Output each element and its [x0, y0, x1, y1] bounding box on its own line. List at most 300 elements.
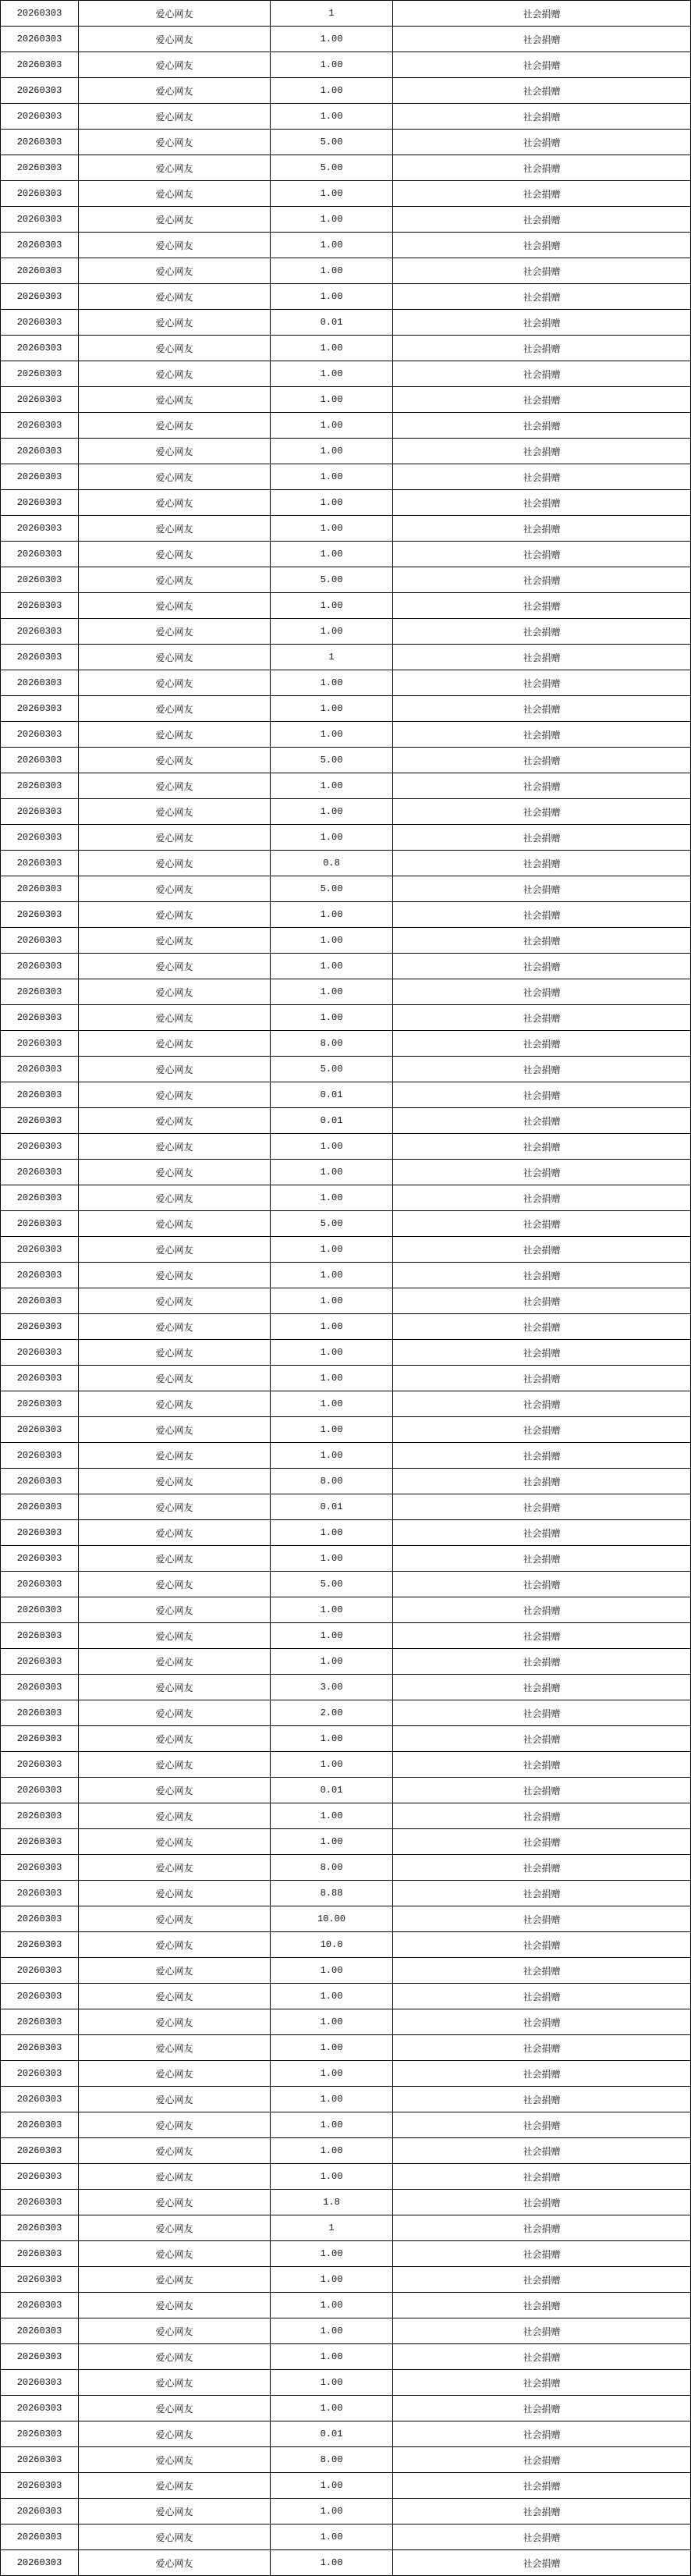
donor-cell: 爱心网友 — [79, 78, 271, 104]
table-row — [1, 799, 691, 825]
amount-cell: 0.01 — [271, 1108, 393, 1134]
donation-type-cell: 社会捐赠 — [393, 387, 691, 413]
donor-cell: 爱心网友 — [79, 954, 271, 979]
date-cell: 20260303 — [1, 2344, 79, 2370]
table-row — [1, 104, 691, 130]
donor-cell: 爱心网友 — [79, 696, 271, 722]
date-cell: 20260303 — [1, 1443, 79, 1469]
amount-cell: 1.00 — [271, 928, 393, 954]
table-row — [1, 1803, 691, 1829]
table-row — [1, 619, 691, 645]
table-row — [1, 2344, 691, 2370]
amount-cell: 5.00 — [271, 1572, 393, 1597]
table-row — [1, 1366, 691, 1391]
date-cell: 20260303 — [1, 1211, 79, 1237]
table-row — [1, 722, 691, 748]
date-cell: 20260303 — [1, 2164, 79, 2190]
donor-cell: 爱心网友 — [79, 1443, 271, 1469]
amount-cell: 1.00 — [271, 954, 393, 979]
donor-cell: 爱心网友 — [79, 2524, 271, 2550]
date-cell: 20260303 — [1, 1391, 79, 1417]
table-row — [1, 130, 691, 155]
table-row — [1, 2061, 691, 2087]
donor-cell: 爱心网友 — [79, 336, 271, 361]
donation-type-cell: 社会捐赠 — [393, 207, 691, 233]
donor-cell: 爱心网友 — [79, 1984, 271, 2009]
donor-cell: 爱心网友 — [79, 2035, 271, 2061]
donation-type-cell: 社会捐赠 — [393, 2009, 691, 2035]
date-cell: 20260303 — [1, 439, 79, 464]
date-cell: 20260303 — [1, 516, 79, 542]
date-cell: 20260303 — [1, 2318, 79, 2344]
donor-cell: 爱心网友 — [79, 1803, 271, 1829]
table-row — [1, 2112, 691, 2138]
table-row — [1, 593, 691, 619]
donor-cell: 爱心网友 — [79, 979, 271, 1005]
date-cell: 20260303 — [1, 2473, 79, 2499]
donation-type-cell: 社会捐赠 — [393, 2087, 691, 2112]
amount-cell: 1.00 — [271, 2009, 393, 2035]
donor-cell: 爱心网友 — [79, 207, 271, 233]
table-row — [1, 1314, 691, 1340]
donation-type-cell: 社会捐赠 — [393, 1984, 691, 2009]
table-row — [1, 52, 691, 78]
date-cell: 20260303 — [1, 52, 79, 78]
date-cell: 20260303 — [1, 928, 79, 954]
amount-cell: 0.01 — [271, 1082, 393, 1108]
amount-cell: 1.00 — [271, 1366, 393, 1391]
donor-cell: 爱心网友 — [79, 670, 271, 696]
donor-cell: 爱心网友 — [79, 310, 271, 336]
table-row — [1, 2293, 691, 2318]
date-cell: 20260303 — [1, 1520, 79, 1546]
amount-cell: 1.00 — [271, 2473, 393, 2499]
donation-type-cell: 社会捐赠 — [393, 619, 691, 645]
donation-type-cell: 社会捐赠 — [393, 1623, 691, 1649]
amount-cell: 1.00 — [271, 1520, 393, 1546]
donation-type-cell: 社会捐赠 — [393, 1726, 691, 1752]
donation-type-cell: 社会捐赠 — [393, 1546, 691, 1572]
date-cell: 20260303 — [1, 1649, 79, 1675]
donation-type-cell: 社会捐赠 — [393, 1031, 691, 1057]
table-row — [1, 258, 691, 284]
donation-type-cell: 社会捐赠 — [393, 2267, 691, 2293]
date-cell: 20260303 — [1, 181, 79, 207]
donor-cell: 爱心网友 — [79, 1855, 271, 1881]
table-row — [1, 2009, 691, 2035]
amount-cell: 1.00 — [271, 464, 393, 490]
date-cell: 20260303 — [1, 207, 79, 233]
date-cell: 20260303 — [1, 1752, 79, 1778]
amount-cell: 8.00 — [271, 2447, 393, 2473]
amount-cell: 1.00 — [271, 2524, 393, 2550]
amount-cell: 1.00 — [271, 670, 393, 696]
donor-cell: 爱心网友 — [79, 2447, 271, 2473]
amount-cell: 1.00 — [271, 361, 393, 387]
amount-cell: 1.00 — [271, 1263, 393, 1288]
table-row — [1, 876, 691, 902]
donation-type-cell: 社会捐赠 — [393, 413, 691, 439]
donation-type-cell: 社会捐赠 — [393, 2524, 691, 2550]
donor-cell: 爱心网友 — [79, 2061, 271, 2087]
date-cell: 20260303 — [1, 1314, 79, 1340]
table-row — [1, 284, 691, 310]
donation-type-cell: 社会捐赠 — [393, 1597, 691, 1623]
table-row — [1, 78, 691, 104]
amount-cell: 5.00 — [271, 1057, 393, 1082]
table-row — [1, 361, 691, 387]
donor-cell: 爱心网友 — [79, 490, 271, 516]
amount-cell: 10.0 — [271, 1932, 393, 1958]
donor-cell: 爱心网友 — [79, 645, 271, 670]
date-cell: 20260303 — [1, 2061, 79, 2087]
amount-cell: 1.00 — [271, 799, 393, 825]
donation-type-cell: 社会捐赠 — [393, 2421, 691, 2447]
table-row — [1, 2473, 691, 2499]
amount-cell: 1.00 — [271, 2396, 393, 2421]
donor-cell: 爱心网友 — [79, 2112, 271, 2138]
donor-cell: 爱心网友 — [79, 928, 271, 954]
donor-cell: 爱心网友 — [79, 1778, 271, 1803]
donor-cell: 爱心网友 — [79, 1417, 271, 1443]
donor-cell: 爱心网友 — [79, 1082, 271, 1108]
donor-cell: 爱心网友 — [79, 1211, 271, 1237]
amount-cell: 1.00 — [271, 284, 393, 310]
donor-cell: 爱心网友 — [79, 2009, 271, 2035]
donation-type-cell: 社会捐赠 — [393, 1829, 691, 1855]
donor-cell: 爱心网友 — [79, 439, 271, 464]
table-row — [1, 2035, 691, 2061]
table-row — [1, 413, 691, 439]
donation-type-cell: 社会捐赠 — [393, 2344, 691, 2370]
donor-cell: 爱心网友 — [79, 2421, 271, 2447]
donor-cell: 爱心网友 — [79, 619, 271, 645]
date-cell: 20260303 — [1, 825, 79, 851]
amount-cell: 1.00 — [271, 2112, 393, 2138]
donation-type-cell: 社会捐赠 — [393, 2473, 691, 2499]
donation-type-cell: 社会捐赠 — [393, 1391, 691, 1417]
date-cell: 20260303 — [1, 464, 79, 490]
donation-type-cell: 社会捐赠 — [393, 748, 691, 773]
donation-type-cell: 社会捐赠 — [393, 336, 691, 361]
table-row — [1, 954, 691, 979]
donation-type-cell: 社会捐赠 — [393, 593, 691, 619]
donation-type-cell: 社会捐赠 — [393, 1237, 691, 1263]
amount-cell: 1.00 — [271, 1649, 393, 1675]
donor-cell: 爱心网友 — [79, 130, 271, 155]
date-cell: 20260303 — [1, 567, 79, 593]
table-row — [1, 1031, 691, 1057]
date-cell: 20260303 — [1, 902, 79, 928]
amount-cell: 1.00 — [271, 1185, 393, 1211]
donor-cell: 爱心网友 — [79, 104, 271, 130]
table-row — [1, 1726, 691, 1752]
amount-cell: 1.00 — [271, 2087, 393, 2112]
donor-cell: 爱心网友 — [79, 1057, 271, 1082]
table-row — [1, 1984, 691, 2009]
amount-cell: 1.00 — [271, 387, 393, 413]
date-cell: 20260303 — [1, 1803, 79, 1829]
donation-type-cell: 社会捐赠 — [393, 1572, 691, 1597]
donation-type-cell: 社会捐赠 — [393, 2293, 691, 2318]
date-cell: 20260303 — [1, 284, 79, 310]
table-row — [1, 439, 691, 464]
table-row — [1, 1494, 691, 1520]
donation-type-cell: 社会捐赠 — [393, 1314, 691, 1340]
amount-cell: 1.00 — [271, 593, 393, 619]
amount-cell: 1.00 — [271, 1958, 393, 1984]
donation-type-cell: 社会捐赠 — [393, 1675, 691, 1700]
date-cell: 20260303 — [1, 1417, 79, 1443]
amount-cell: 1.00 — [271, 490, 393, 516]
table-row — [1, 1597, 691, 1623]
donation-type-cell: 社会捐赠 — [393, 2396, 691, 2421]
table-row — [1, 2267, 691, 2293]
table-row — [1, 233, 691, 258]
donation-type-cell: 社会捐赠 — [393, 876, 691, 902]
donation-type-cell: 社会捐赠 — [393, 1005, 691, 1031]
amount-cell: 8.00 — [271, 1031, 393, 1057]
table-row — [1, 1108, 691, 1134]
donation-type-cell: 社会捐赠 — [393, 439, 691, 464]
donor-cell: 爱心网友 — [79, 567, 271, 593]
amount-cell: 1.00 — [271, 773, 393, 799]
donor-cell: 爱心网友 — [79, 2215, 271, 2241]
donor-cell: 爱心网友 — [79, 1391, 271, 1417]
table-row — [1, 1160, 691, 1185]
donation-type-cell: 社会捐赠 — [393, 1855, 691, 1881]
table-row — [1, 387, 691, 413]
donor-cell: 爱心网友 — [79, 1932, 271, 1958]
donor-cell: 爱心网友 — [79, 1958, 271, 1984]
donation-type-cell: 社会捐赠 — [393, 1366, 691, 1391]
date-cell: 20260303 — [1, 2215, 79, 2241]
amount-cell: 1.00 — [271, 1134, 393, 1160]
donor-cell: 爱心网友 — [79, 1829, 271, 1855]
donor-cell: 爱心网友 — [79, 2164, 271, 2190]
table-row — [1, 336, 691, 361]
donor-cell: 爱心网友 — [79, 2473, 271, 2499]
date-cell: 20260303 — [1, 1597, 79, 1623]
table-row — [1, 2370, 691, 2396]
amount-cell: 1.00 — [271, 1417, 393, 1443]
donor-cell: 爱心网友 — [79, 1597, 271, 1623]
date-cell: 20260303 — [1, 1237, 79, 1263]
donor-cell: 爱心网友 — [79, 1520, 271, 1546]
amount-cell: 1.00 — [271, 722, 393, 748]
date-cell: 20260303 — [1, 2112, 79, 2138]
amount-cell: 0.01 — [271, 1778, 393, 1803]
date-cell: 20260303 — [1, 1263, 79, 1288]
donation-type-cell: 社会捐赠 — [393, 773, 691, 799]
table-row — [1, 2447, 691, 2473]
table-row — [1, 1263, 691, 1288]
amount-cell: 1.00 — [271, 258, 393, 284]
date-cell: 20260303 — [1, 748, 79, 773]
donation-type-cell: 社会捐赠 — [393, 1288, 691, 1314]
amount-cell: 1.00 — [271, 1726, 393, 1752]
table-row — [1, 1237, 691, 1263]
date-cell: 20260303 — [1, 1855, 79, 1881]
date-cell: 20260303 — [1, 1906, 79, 1932]
donation-type-cell: 社会捐赠 — [393, 928, 691, 954]
amount-cell: 1.00 — [271, 1005, 393, 1031]
donation-type-cell: 社会捐赠 — [393, 2370, 691, 2396]
table-row — [1, 1623, 691, 1649]
donor-cell: 爱心网友 — [79, 2396, 271, 2421]
date-cell: 20260303 — [1, 130, 79, 155]
date-cell: 20260303 — [1, 2499, 79, 2524]
amount-cell: 1.00 — [271, 1288, 393, 1314]
donation-type-cell: 社会捐赠 — [393, 1057, 691, 1082]
date-cell: 20260303 — [1, 851, 79, 876]
donation-type-cell: 社会捐赠 — [393, 1, 691, 27]
donor-cell: 爱心网友 — [79, 284, 271, 310]
date-cell: 20260303 — [1, 1572, 79, 1597]
donation-type-cell: 社会捐赠 — [393, 2241, 691, 2267]
date-cell: 20260303 — [1, 233, 79, 258]
date-cell: 20260303 — [1, 27, 79, 52]
table-row — [1, 2524, 691, 2550]
donation-type-cell: 社会捐赠 — [393, 542, 691, 567]
donor-cell: 爱心网友 — [79, 1752, 271, 1778]
table-row — [1, 1185, 691, 1211]
table-row — [1, 464, 691, 490]
table-row — [1, 516, 691, 542]
donor-cell: 爱心网友 — [79, 27, 271, 52]
donation-type-cell: 社会捐赠 — [393, 1211, 691, 1237]
donor-cell: 爱心网友 — [79, 2370, 271, 2396]
donation-type-cell: 社会捐赠 — [393, 902, 691, 928]
donation-type-cell: 社会捐赠 — [393, 1108, 691, 1134]
donor-cell: 爱心网友 — [79, 1469, 271, 1494]
amount-cell: 1 — [271, 2215, 393, 2241]
amount-cell: 1.00 — [271, 2499, 393, 2524]
table-row — [1, 1134, 691, 1160]
table-row — [1, 2164, 691, 2190]
table-row — [1, 1417, 691, 1443]
amount-cell: 0.8 — [271, 851, 393, 876]
date-cell: 20260303 — [1, 2241, 79, 2267]
date-cell: 20260303 — [1, 1778, 79, 1803]
donation-type-cell: 社会捐赠 — [393, 954, 691, 979]
table-row — [1, 490, 691, 516]
donation-type-cell: 社会捐赠 — [393, 1700, 691, 1726]
donation-type-cell: 社会捐赠 — [393, 567, 691, 593]
table-row — [1, 1340, 691, 1366]
donation-type-cell: 社会捐赠 — [393, 2112, 691, 2138]
date-cell: 20260303 — [1, 722, 79, 748]
date-cell: 20260303 — [1, 1005, 79, 1031]
amount-cell: 1.00 — [271, 1443, 393, 1469]
date-cell: 20260303 — [1, 258, 79, 284]
table-row — [1, 670, 691, 696]
table-row — [1, 696, 691, 722]
date-cell: 20260303 — [1, 78, 79, 104]
donor-cell: 爱心网友 — [79, 181, 271, 207]
donor-cell: 爱心网友 — [79, 748, 271, 773]
amount-cell: 1.8 — [271, 2190, 393, 2215]
donation-type-cell: 社会捐赠 — [393, 1134, 691, 1160]
table-row — [1, 2499, 691, 2524]
donor-cell: 爱心网友 — [79, 2318, 271, 2344]
date-cell: 20260303 — [1, 1958, 79, 1984]
donation-type-cell: 社会捐赠 — [393, 1803, 691, 1829]
donation-type-cell: 社会捐赠 — [393, 2138, 691, 2164]
donation-type-cell: 社会捐赠 — [393, 1881, 691, 1906]
donation-type-cell: 社会捐赠 — [393, 645, 691, 670]
donor-cell: 爱心网友 — [79, 1881, 271, 1906]
table-row — [1, 1, 691, 27]
donation-type-cell: 社会捐赠 — [393, 1443, 691, 1469]
table-row — [1, 1958, 691, 1984]
date-cell: 20260303 — [1, 1675, 79, 1700]
date-cell: 20260303 — [1, 413, 79, 439]
amount-cell: 1.00 — [271, 1160, 393, 1185]
table-row — [1, 1443, 691, 1469]
date-cell: 20260303 — [1, 1932, 79, 1958]
amount-cell: 1.00 — [271, 1623, 393, 1649]
donation-type-cell: 社会捐赠 — [393, 2190, 691, 2215]
donation-type-cell: 社会捐赠 — [393, 2164, 691, 2190]
table-row — [1, 979, 691, 1005]
donor-cell: 爱心网友 — [79, 2190, 271, 2215]
donation-type-cell: 社会捐赠 — [393, 2318, 691, 2344]
donor-cell: 爱心网友 — [79, 2241, 271, 2267]
date-cell: 20260303 — [1, 979, 79, 1005]
date-cell: 20260303 — [1, 2396, 79, 2421]
amount-cell: 1.00 — [271, 2035, 393, 2061]
date-cell: 20260303 — [1, 1340, 79, 1366]
date-cell: 20260303 — [1, 1494, 79, 1520]
date-cell: 20260303 — [1, 2138, 79, 2164]
donor-cell: 爱心网友 — [79, 2267, 271, 2293]
table-row — [1, 902, 691, 928]
amount-cell: 1.00 — [271, 1314, 393, 1340]
table-row — [1, 1752, 691, 1778]
donation-type-cell: 社会捐赠 — [393, 78, 691, 104]
donation-type-cell: 社会捐赠 — [393, 1160, 691, 1185]
donation-type-cell: 社会捐赠 — [393, 1185, 691, 1211]
donor-cell: 爱心网友 — [79, 1, 271, 27]
donor-cell: 爱心网友 — [79, 825, 271, 851]
donation-ledger-body — [1, 1, 691, 2576]
donation-type-cell: 社会捐赠 — [393, 2215, 691, 2241]
amount-cell: 5.00 — [271, 876, 393, 902]
table-row — [1, 928, 691, 954]
table-row — [1, 1881, 691, 1906]
table-row — [1, 27, 691, 52]
table-row — [1, 1469, 691, 1494]
date-cell: 20260303 — [1, 1, 79, 27]
date-cell: 20260303 — [1, 2370, 79, 2396]
donation-type-cell: 社会捐赠 — [393, 258, 691, 284]
table-row — [1, 2190, 691, 2215]
donor-cell: 爱心网友 — [79, 1366, 271, 1391]
donor-cell: 爱心网友 — [79, 1649, 271, 1675]
donation-type-cell: 社会捐赠 — [393, 2035, 691, 2061]
donation-type-cell: 社会捐赠 — [393, 181, 691, 207]
amount-cell: 8.00 — [271, 1855, 393, 1881]
date-cell: 20260303 — [1, 593, 79, 619]
donation-type-cell: 社会捐赠 — [393, 825, 691, 851]
donor-cell: 爱心网友 — [79, 413, 271, 439]
amount-cell: 1.00 — [271, 979, 393, 1005]
date-cell: 20260303 — [1, 645, 79, 670]
amount-cell: 1.00 — [271, 336, 393, 361]
table-row — [1, 1855, 691, 1881]
amount-cell: 5.00 — [271, 567, 393, 593]
